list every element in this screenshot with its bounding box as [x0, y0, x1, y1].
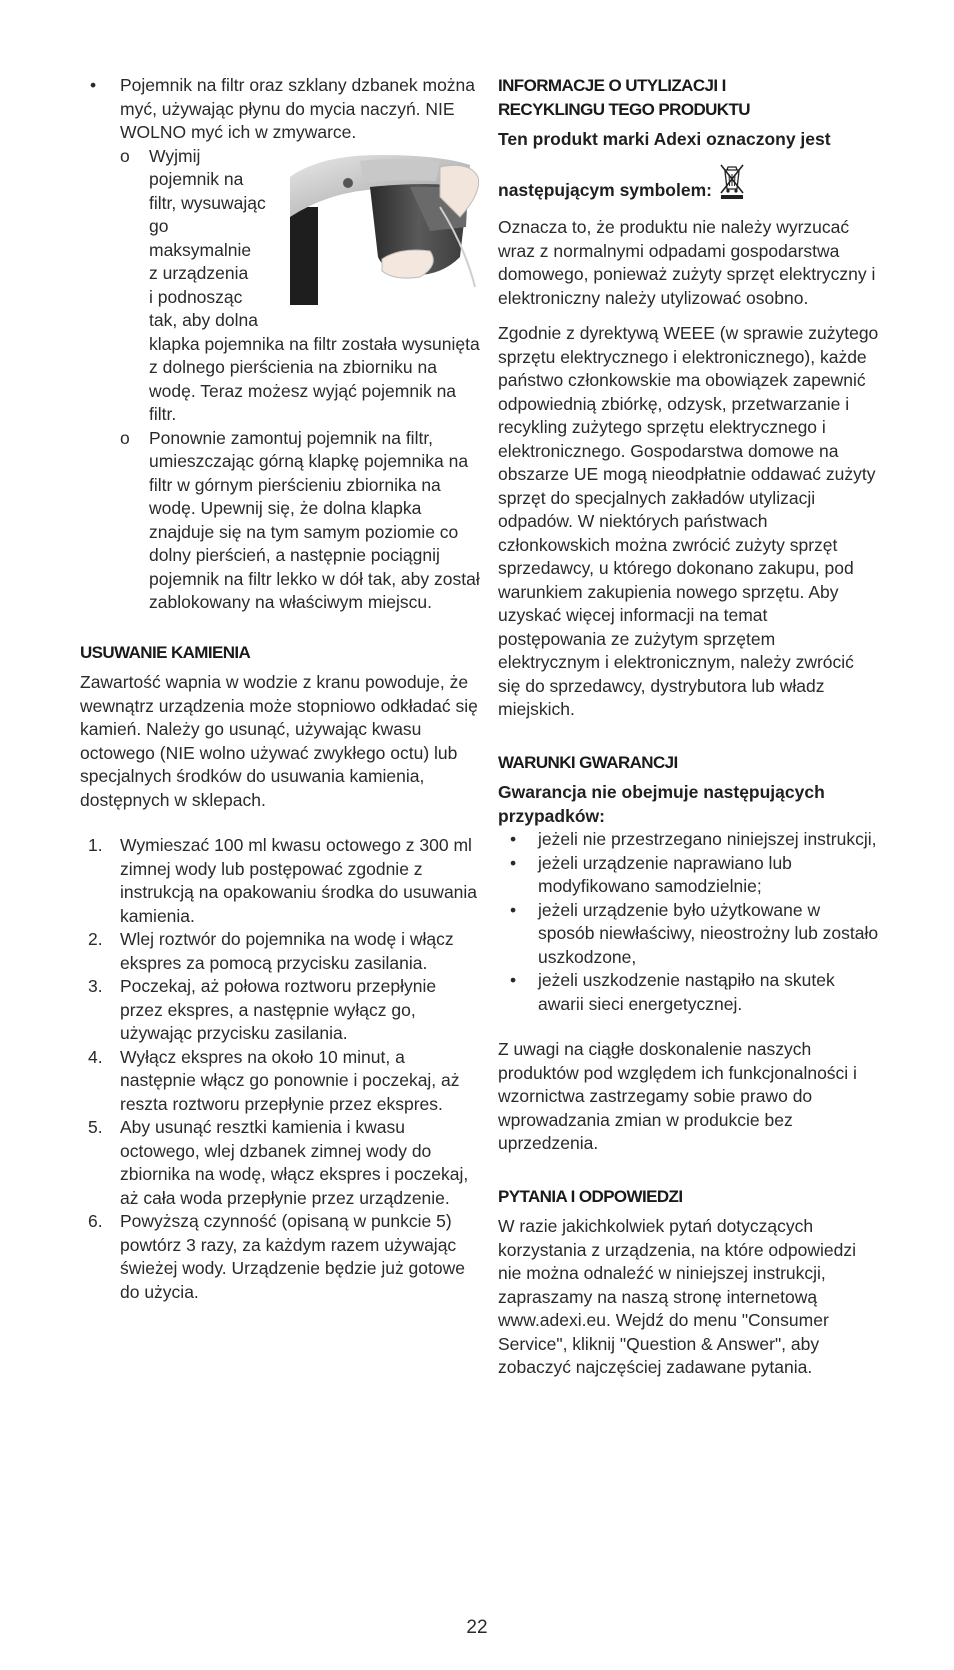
remove-holder-text: klapka pojemnika na filtr została wysunięta z dolnego pierścienia na zbiorniku na wodę. Teraz możesz wyjąć pojemnik na filtr. [149, 333, 480, 424]
right-column [498, 74, 880, 1380]
page-number: 22 [466, 1617, 488, 1638]
recycling-paragraph-2: Zgodnie z dyrektywą WEEE (w sprawie zużytego sprzętu elektrycznego i elektronicznego), każde państwo członkowskie ma obowiązek zapewnić odpowiednią zbiórkę, odzysk, przetwarzanie i recykling zużytego sprzętu elektrycznego i elektronicznego. Gospodarstwa domowe na obszarze UE mogą nieodpłatnie oddawać zużyty sprzęt do specjalnych zakładów utylizacji odpadów. W niektórych państwach członkowskich można zwrócić zużyty sprzęt sprzedawcy, u którego dokonano zakupu, pod warunkiem zakupienia nowego sprzętu. Aby uzyskać więcej informacji na temat postępowania ze zużytym sprzętem elektrycznym i elektronicznym, należy zwrócić się do sprzedawcy, dystrybutora lub władz miejskich. [498, 323, 879, 719]
recycling-bold-line-1: Ten produkt marki Adexi oznaczony jest [498, 129, 831, 149]
descaling-step: 3. Poczekaj, aż połowa roztworu przepłynie przez ekspres, a następnie wyłącz go, używając przycisku zasilania. [88, 976, 437, 1043]
warranty-item: • jeżeli uszkodzenie nastąpiło na skutek awarii sieci energetycznej. [510, 970, 835, 1014]
sub-item-remove-holder [120, 145, 482, 427]
warranty-list [498, 828, 880, 1016]
descaling-step: 5. Aby usunąć resztki kamienia i kwasu octowego, wlej dzbanek zimnej wody do zbiornika na wodę, włącz ekspres i poczekaj, aż cała woda przepłynie przez urządzenie. [88, 1117, 469, 1208]
warranty-heading: WARUNKI GWARANCJI [498, 752, 678, 772]
descaling-steps [80, 834, 482, 1304]
recycling-bold-line-2: następującym symbolem: [498, 162, 880, 203]
warranty-item: • jeżeli urządzenie było użytkowane w sposób niewłaściwy, nieostrożny lub zostało uszkodzone, [510, 899, 879, 967]
left-column [80, 74, 482, 1304]
descaling-step: 4. Wyłącz ekspres na około 10 minut, a następnie włącz go ponownie i poczekaj, aż reszta roztworu przepłynie przez ekspres. [88, 1046, 460, 1114]
qa-heading: PYTANIA I ODPOWIEDZI [498, 1186, 683, 1206]
sub-item-refit-holder [120, 427, 482, 615]
refit-holder-text: Ponownie zamontuj pojemnik na filtr, umieszczając górną klapkę pojemnika na filtr w górnym pierścieniu zbiornika na wodę. Upewnij się, że dolna klapka znajduje się na tym samym poziomie co dolny pierścień, a następnie pociągnij pojemnik na filtr lekko w dół tak, aby został zablokowany na właściwym miejscu. [149, 427, 480, 612]
bullet-mark: • [90, 75, 97, 95]
descaling-step: 6. Powyższą czynność (opisaną w punkcie 5) powtórz 3 razy, za każdym razem używając świeżej wody. Urządzenie będzie już gotowe do użycia. [88, 1211, 465, 1302]
warranty-item: • jeżeli urządzenie naprawiano lub modyfikowano samodzielnie; [510, 852, 792, 896]
qa-text: W razie jakichkolwiek pytań dotyczących korzystania z urządzenia, na które odpowiedzi nie można odnaleźć w niniejszej instrukcji, zapraszamy na naszą stronę internetową www.adexi.eu. Wejdź do menu "Consumer Service", kliknij "Question & Answer", aby zobaczyć najczęściej zadawane pytania. [498, 1216, 856, 1377]
remove-holder-narrow-text: Wyjmij pojemnik na filtr, wysuwając go maksymalnie z urządzenia i podnosząc tak, aby dolna [149, 145, 266, 330]
descaling-step: 2. Wlej roztwór do pojemnika na wodę i włącz ekspres za pomocą przycisku zasilania. [88, 929, 454, 973]
recycling-heading: INFORMACJE O UTYLIZACJI I RECYKLINGU TEGO PRODUKTU [498, 76, 750, 119]
warranty-item: • jeżeli nie przestrzegano niniejszej instrukcji, [510, 829, 877, 849]
warranty-bold: Gwarancja nie obejmuje następujących przypadków: [498, 782, 825, 826]
coffee-machine-photo [290, 147, 482, 305]
weee-bin-icon [718, 162, 746, 200]
bullet-item-cleaning [80, 74, 482, 615]
descaling-intro: Zawartość wapnia w wodzie z kranu powoduje, że wewnątrz urządzenia może stopniowo odkładać się kamień. Należy go usunąć, używając kwasu octowego (NIE wolno używać zwykłego octu) lub specjalnych środków do usuwania kamienia, dostępnych w sklepach. [80, 672, 478, 810]
warranty-note: Z uwagi na ciągłe doskonalenie naszych produktów pod względem ich funkcjonalności i wzornictwa zastrzegamy sobie prawo do wprowadzania zmian w produkcie bez uprzedzenia. [498, 1039, 857, 1153]
recycling-paragraph-1: Oznacza to, że produktu nie należy wyrzucać wraz z normalnymi odpadami gospodarstwa domowego, ponieważ zużyty sprzęt elektryczny i elektroniczny należy utylizować osobno. [498, 217, 876, 308]
descaling-step: 1. Wymieszać 100 ml kwasu octowego z 300 ml zimnej wody lub postępować zgodnie z instrukcją na opakowaniu środka do usuwania kamienia. [88, 835, 478, 926]
descaling-heading: USUWANIE KAMIENIA [80, 642, 251, 662]
sub-item-mark: o [120, 427, 130, 448]
sub-item-mark: o [120, 145, 130, 166]
cleaning-text: Pojemnik na filtr oraz szklany dzbanek można myć, używając płynu do mycia naczyń. NIE WOLNO myć ich w zmywarce. [120, 75, 476, 142]
